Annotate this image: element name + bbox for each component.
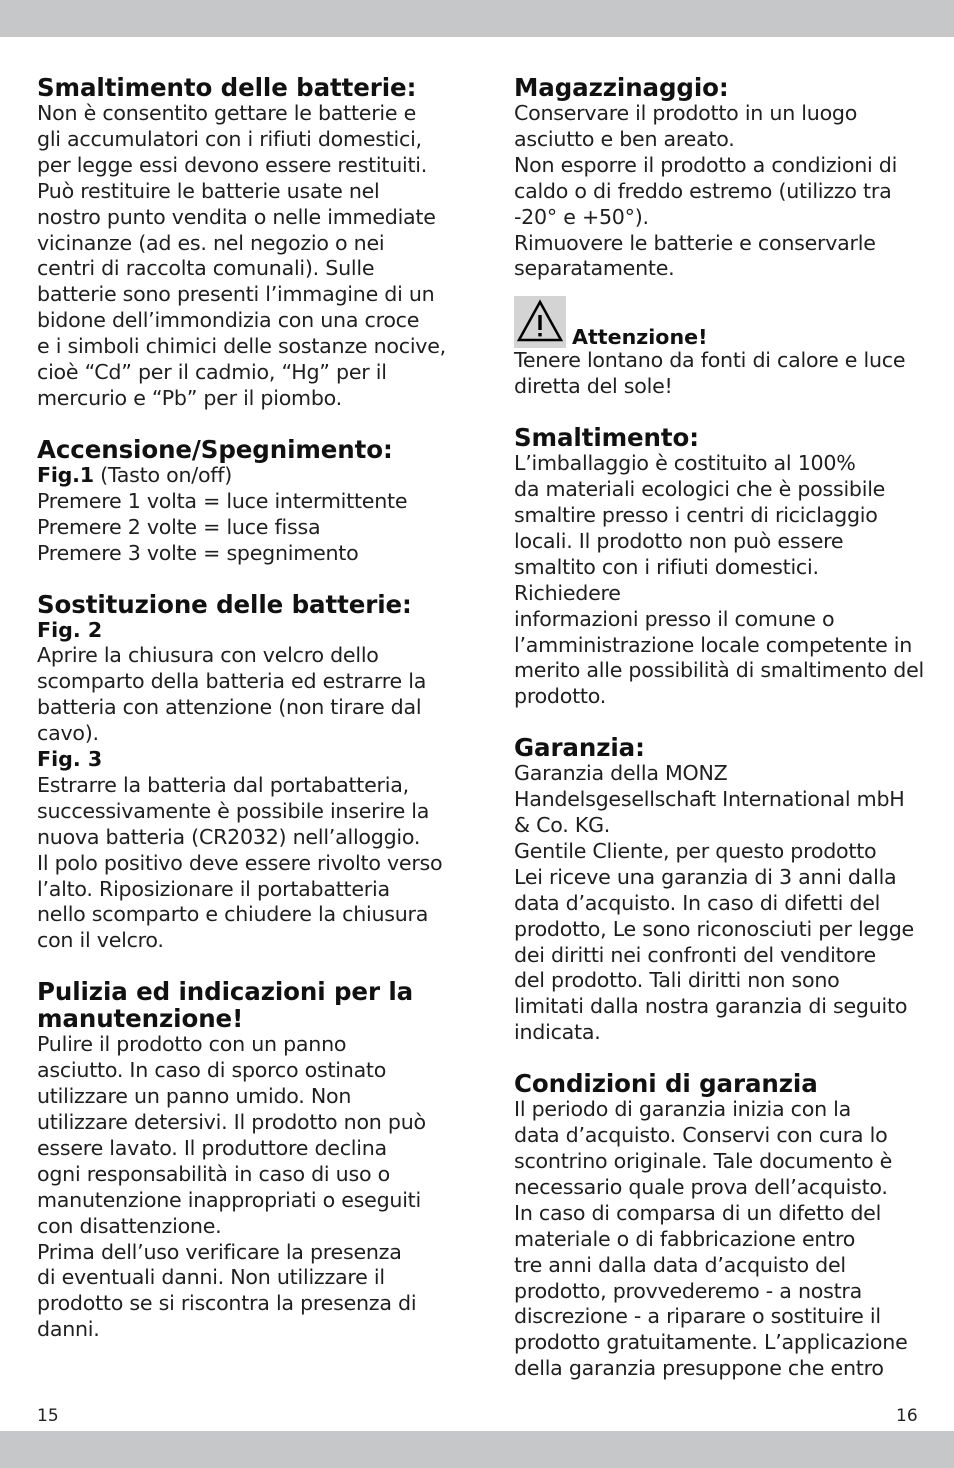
section-heading: Condizioni di garanzia <box>514 1069 818 1099</box>
section-body: Pulire il prodotto con un panno asciutto. In caso di sporco ostinato utilizzare un panno umido. Non utilizzare detersivi. Il prodotto non può essere lavato. Il produttore declina ogni responsabilità in caso di uso o manutenzione inappropriati o eseguiti con disattenzione. Prima dell’uso verificare la presenza di eventuali danni. Non utilizzare il prodotto se si riscontra la presenza di danni. <box>37 1032 426 1342</box>
section-body: Estrarre la batteria dal portabatteria, successivamente è possibile inserire la nuova batteria (CR2032) nell’alloggio. Il polo positivo deve essere rivolto verso l’alto. Riposizionare il portabatteria nello scomparto e chiudere la chiusura con il velcro. <box>37 772 443 953</box>
section-battery-replacement <box>37 591 449 955</box>
section-body: L’imballaggio è costituito al 100% da materiali ecologici che è possibile smaltire presso i centri di riciclaggio locali. Il prodotto non può essere smaltito con i rifiuti domestici. Richiedere informazioni presso il comune o l’amministrazione locale competente in merito alle possibilità di smaltimento del prodotto. <box>514 451 924 709</box>
fig-text: (Tasto on/off) <box>93 462 233 487</box>
bottom-band <box>0 1431 954 1468</box>
section-warranty <box>514 734 926 1046</box>
section-body: Premere 1 volta = luce intermittente Premere 2 volte = luce fissa Premere 3 volte = spegnimento <box>37 488 408 565</box>
section-heading: Sostituzione delle batterie: <box>37 589 412 619</box>
section-heading: Magazzinaggio: <box>514 73 729 102</box>
fig-label: Fig. 3 <box>37 747 103 772</box>
section-heading: Smaltimento delle batterie: <box>37 73 417 102</box>
section-storage <box>514 74 926 282</box>
section-heading: Garanzia: <box>514 733 645 763</box>
page-number-left: 15 <box>37 1406 59 1426</box>
section-warning <box>514 296 926 400</box>
section-heading: Accensione/Spegnimento: <box>37 434 393 464</box>
warning-triangle-icon <box>514 296 566 348</box>
section-body: Aprire la chiusura con velcro dello scomparto della batteria ed estrarre la batteria con attenzione (non tirare dal cavo). <box>37 643 427 746</box>
section-body: Il periodo di garanzia inizia con la data d’acquisto. Conservi con cura lo scontrino originale. Tale documento è necessario quale prova dell’acquisto. In caso di comparsa di un difetto del materiale o di fabbricazione entro tre anni dalla data d’acquisto del prodotto, provvederemo - a nostra discrezione - a riparare o sostituire il prodotto gratuitamente. L’applicazione della garanzia presuppone che entro <box>514 1097 908 1381</box>
section-heading: Pulizia ed indicazioni per la manutenzione! <box>37 977 414 1034</box>
section-body: Conservare il prodotto in un luogo asciutto e ben areato. Non esporre il prodotto a condizioni di caldo o di freddo estremo (utilizzo tra -20° e +50°). Rimuovere le batterie e conservarle separatamente. <box>514 101 898 281</box>
fig-reference <box>37 463 449 489</box>
section-body: Garanzia della MONZ Handelsgesellschaft International mbH & Co. KG. Gentile Cliente, per questo prodotto Lei riceve una garanzia di 3 anni dalla data d’acquisto. In caso di difetti del prodotto, Le sono riconosciuti per legge dei diritti nei confronti del venditore del prodotto. Tali diritti non sono limitati dalla nostra garanzia di seguito indicata. <box>514 761 914 1045</box>
section-on-off <box>37 436 449 567</box>
section-warranty-conditions <box>514 1070 926 1382</box>
section-body: Non è consentito gettare le batterie e gli accumulatori con i rifiuti domestici, per legge essi devono essere restituiti. Può restituire le batterie usate nel nostro punto vendita o nelle immediate vicinanze (ad es. nel negozio o nei centri di raccolta comunali). Sulle batterie sono presenti l’immagine di un bidone dell’immondizia con una croce e i simboli chimici delle sostanze nocive, cioè “Cd” per il cadmio, “Hg” per il mercurio e “Pb” per il piombo. <box>37 101 446 410</box>
section-cleaning <box>37 978 449 1343</box>
top-band <box>0 0 954 37</box>
warning-header <box>514 296 926 348</box>
section-disposal <box>514 424 926 710</box>
fig-label: Fig.1 <box>37 462 94 487</box>
warning-body: Tenere lontano da fonti di calore e luce diretta del sole! <box>514 348 906 399</box>
warning-title: Attenzione! <box>572 325 708 350</box>
section-batteries-disposal <box>37 74 449 412</box>
right-column <box>514 74 926 1406</box>
fig-label: Fig. 2 <box>37 617 103 642</box>
page-number-right: 16 <box>896 1406 918 1426</box>
left-column <box>37 74 449 1367</box>
section-heading: Smaltimento: <box>514 423 699 453</box>
